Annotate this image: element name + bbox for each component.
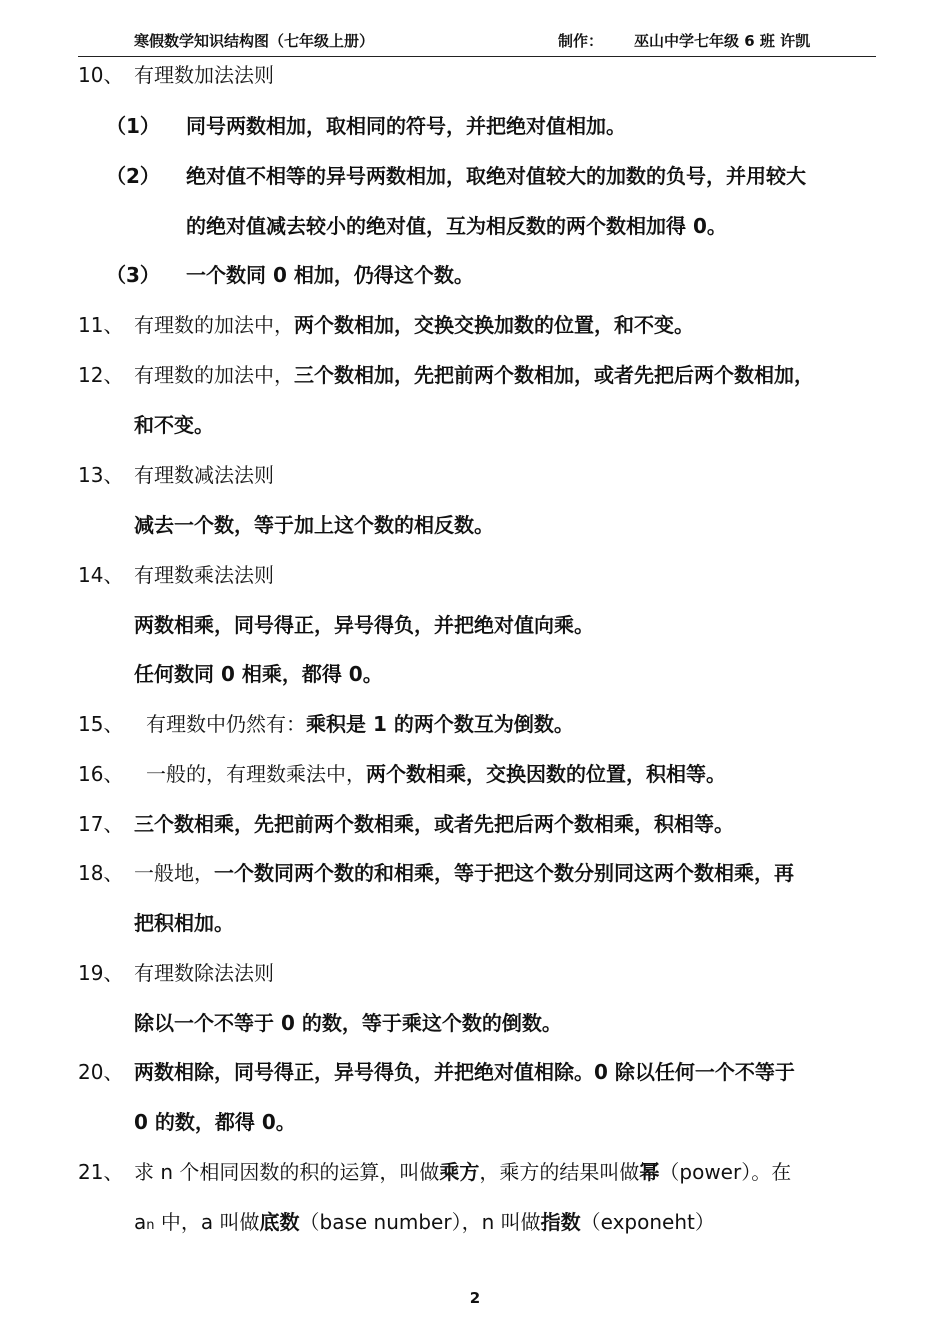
item-10-number: 10、 bbox=[78, 63, 124, 87]
item-16-prefix: 一般的，有理数乘法中， bbox=[146, 762, 366, 786]
item-21-text-b: ，乘方的结果叫做 bbox=[479, 1160, 640, 1184]
item-21-term-power: 幂 bbox=[639, 1160, 660, 1184]
item-21-term-base: 底数 bbox=[259, 1210, 300, 1234]
item-20-rule-line1: 两数相除，同号得正，异号得负，并把绝对值相除。0 除以任何一个不等于 bbox=[134, 1060, 795, 1084]
item-21-term-exponent: 指数 bbox=[540, 1210, 581, 1234]
item-11-prefix: 有理数的加法中， bbox=[134, 313, 294, 337]
item-12-rule-line2: 和不变。 bbox=[134, 413, 214, 437]
item-18-text bbox=[134, 859, 794, 887]
item-19-body: 除以一个不等于 0 的数，等于乘这个数的倒数。 bbox=[134, 1011, 562, 1035]
rule-1-text: 同号两数相加，取相同的符号，并把绝对值相加。 bbox=[186, 114, 626, 138]
item-11-text bbox=[134, 311, 694, 339]
item-21-text-e: （base number），n 叫做 bbox=[299, 1210, 541, 1234]
item-10-title: 有理数加法法则 bbox=[134, 63, 274, 87]
item-16-text bbox=[146, 760, 726, 788]
item-21-base-symbol: a bbox=[134, 1210, 147, 1234]
item-20-rule-line2: 0 的数，都得 0。 bbox=[134, 1110, 296, 1134]
rule-1-number: （1） bbox=[106, 114, 160, 138]
item-16-number: 16、 bbox=[78, 762, 124, 786]
item-14-body-line2: 任何数同 0 相乘，都得 0。 bbox=[134, 662, 383, 686]
item-13-number: 13、 bbox=[78, 463, 124, 487]
item-14-title: 有理数乘法法则 bbox=[134, 563, 274, 587]
item-15-prefix: 有理数中仍然有： bbox=[146, 712, 306, 736]
header-title: 寒假数学知识结构图（七年级上册） bbox=[134, 32, 375, 50]
item-13-body: 减去一个数，等于加上这个数的相反数。 bbox=[134, 513, 494, 537]
item-21-text-d: 中，a 叫做 bbox=[154, 1210, 260, 1234]
item-19-number: 19、 bbox=[78, 961, 124, 985]
item-21-exponent-symbol: n bbox=[146, 1218, 155, 1233]
item-20-number: 20、 bbox=[78, 1060, 124, 1084]
rule-2-text-line1: 绝对值不相等的异号两数相加，取绝对值较大的加数的负号，并用较大 bbox=[186, 164, 806, 188]
rule-2-text-line2: 的绝对值减去较小的绝对值，互为相反数的两个数相加得 0。 bbox=[186, 214, 727, 238]
header-divider bbox=[78, 56, 876, 57]
item-15-number: 15、 bbox=[78, 712, 124, 736]
item-14-body-line1: 两数相乘，同号得正，异号得负，并把绝对值向乘。 bbox=[134, 613, 594, 637]
item-19-title: 有理数除法法则 bbox=[134, 961, 274, 985]
rule-3-number: （3） bbox=[106, 263, 160, 287]
item-18-rule: 一个数同两个数的和相乘，等于把这个数分别同这两个数相乘，再 bbox=[214, 861, 794, 885]
item-12-text bbox=[134, 361, 814, 389]
item-21-term-power-op: 乘方 bbox=[439, 1160, 480, 1184]
item-11-number: 11、 bbox=[78, 313, 124, 337]
item-17-rule: 三个数相乘，先把前两个数相乘，或者先把后两个数相乘，积相等。 bbox=[134, 812, 734, 836]
item-12-rule: 三个数相加，先把前两个数相加，或者先把后两个数相加， bbox=[294, 363, 814, 387]
item-18-rule-line2: 把积相加。 bbox=[134, 911, 234, 935]
rule-2-number: （2） bbox=[106, 164, 160, 188]
page-number: 2 bbox=[469, 1289, 481, 1307]
item-15-rule: 乘积是 1 的两个数互为倒数。 bbox=[306, 712, 574, 736]
item-13-title: 有理数减法法则 bbox=[134, 463, 274, 487]
item-21-text-f: （exponeht） bbox=[580, 1210, 715, 1234]
item-17-number: 17、 bbox=[78, 812, 124, 836]
header-maker-name: 巫山中学七年级 6 班 许凯 bbox=[634, 32, 811, 50]
item-18-number: 18、 bbox=[78, 861, 124, 885]
item-14-number: 14、 bbox=[78, 563, 124, 587]
item-21-number: 21、 bbox=[78, 1160, 124, 1184]
item-21-text-c: （power）。在 bbox=[659, 1160, 792, 1184]
item-12-prefix: 有理数的加法中， bbox=[134, 363, 294, 387]
item-15-text bbox=[146, 710, 574, 738]
rule-3-text: 一个数同 0 相加，仍得这个数。 bbox=[186, 263, 474, 287]
item-16-rule: 两个数相乘，交换因数的位置，积相等。 bbox=[366, 762, 726, 786]
item-18-prefix: 一般地， bbox=[134, 861, 214, 885]
item-21-line1 bbox=[134, 1158, 791, 1186]
item-21-line2 bbox=[134, 1208, 715, 1240]
item-21-text-a: 求 n 个相同因数的积的运算，叫做 bbox=[134, 1160, 440, 1184]
item-12-number: 12、 bbox=[78, 363, 124, 387]
header-maker-label: 制作： bbox=[558, 32, 604, 50]
item-11-rule: 两个数相加，交换交换加数的位置，和不变。 bbox=[294, 313, 694, 337]
